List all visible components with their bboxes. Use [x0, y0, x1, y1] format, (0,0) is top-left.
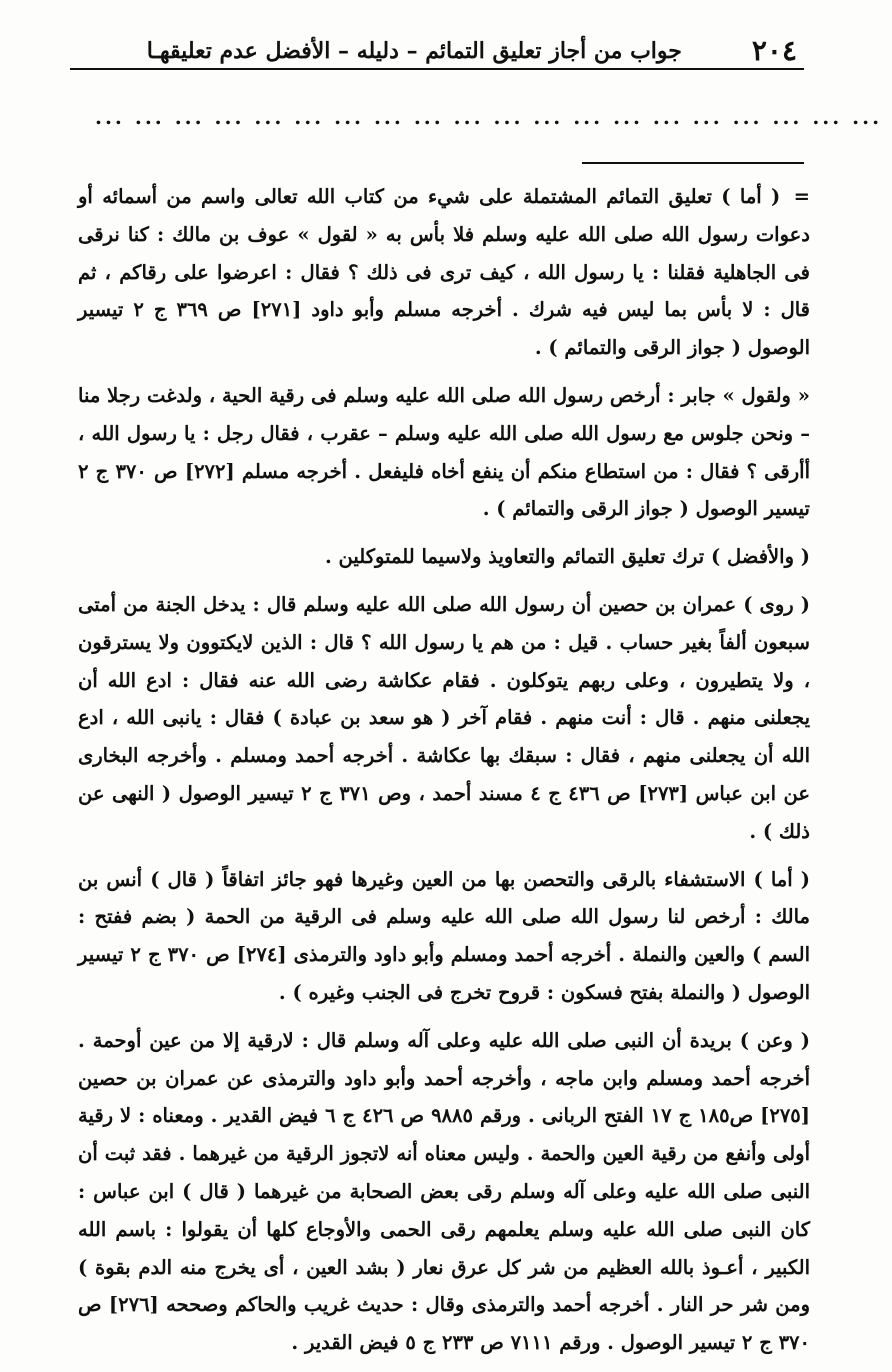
paragraph-text: ( روى ) عمران بن حصين أن رسول الله صلى الله عليه وسلم قال : يدخل الجنة من أمتى سبعون ألفاً بغير حساب . قيل : من هم يا رسول الله ؟ قال : الذين لايكتوون ولا يسترقون ، ولا يتطيرون ، وعلى ربهم يتوكلون . فقام عكاشة رضى الله عنه فقال : ادع الله أن يجعلنى منهم . قال : أنت منهم . فقام آخر ( هو سعد بن عبادة ) فقال : يانبى الله ، ادع الله أن يجعلنى منهم ، فقال : سبقك بها عكاشة . أخرجه أحمد ومسلم . وأخرجه البخارى عن ابن عباس [٢٧٣] ص ٤٣٦ ج ٤ مسند أحمد ، وص ٣٧١ ج ٢ تيسير الوصول ( النهى عن ذلك ) . — [78, 592, 810, 843]
paragraph-text: « ولقول » جابر : أرخص رسول الله صلى الله عليه وسلم فى رقية الحية ، ولدغت رجلا منا – ونحن جلوس مع رسول الله صلى الله عليه وسلم – عقرب ، فقال رجل : يا رسول الله ، أأرقى ؟ فقال : من استطاع منكم أن ينفع أخاه فليفعل . أخرجه مسلم [٢٧٢] ص ٣٧٠ ج ٢ تيسير الوصول ( جواز الرقى والتمائم ) . — [78, 383, 810, 521]
page-number: ٢٠٤ — [751, 34, 797, 67]
paragraph-text: ( أما ) الاستشفاء بالرقى والتحصن بها من العين وغيرها فهو جائز اتفاقاً ( قال ) أنس بن مالك : أرخص لنا رسول الله صلى الله عليه وسلم فى الرقية من الحمة ( بضم ففتح : السم ) والعين والنملة . أخرجه أحمد ومسلم وأبو داود والترمذى [٢٧٤] ص ٣٧٠ ج ٢ تيسير الوصول ( والنملة بفتح فسكون : قروح تخرج فى الجنب وغيره ) . — [78, 867, 810, 1004]
paragraph — [78, 178, 810, 367]
paragraph-text: ( وعن ) بريدة أن النبى صلى الله عليه وعلى آله وسلم قال : لارقية إلا من عين أوحمة . أخرجه أحمد ومسلم وابن ماجه ، وأخرجه أحمد وأبو داود والترمذى عن عمران بن حصين [٢٧٥] ص١٨٥ ج ١٧ الفتح الربانى . ورقم ٩٨٨٥ ص ٤٢٦ ج ٦ فيض القدير . ومعناه : لا رقية أولى وأنفع من رقية العين والحمة . وليس معناه أنه لاتجوز الرقية من غيرهما . فقد ثبت أن النبى صلى الله عليه وعلى آله وسلم رقى بعض الصحابة من غيرهما ( قال ) ابن عباس : كان النبى صلى الله عليه وسلم يعلمهم رقى الحمى والأوجاع كلها أن يقولوا : باسم الله الكبير ، أعـوذ بالله العظيم من شر كل عرق نعار ( بشد العين ، أى يخرج منه الدم بقوة ) ومن شر حر النار . أخرجه أحمد والترمذى وقال : حديث غريب والحاكم وصححه [٢٧٦] ص ٣٧٠ ج ٢ تيسير الوصول . ورقم ٧١١١ ص ٢٣٣ ج ٥ فيض القدير . — [78, 1028, 810, 1355]
continuation-mark: = — [793, 185, 811, 208]
ellipsis-separator: ... ... ... ... ... ... ... ... ... ... ... ... ... ... ... ... ... ... ... ... — [95, 105, 883, 129]
footnote-body — [78, 178, 810, 1372]
paragraph — [78, 1022, 810, 1362]
paragraph — [78, 377, 810, 528]
paragraph — [78, 861, 810, 1012]
paragraph — [78, 538, 810, 576]
footnote-rule — [582, 162, 804, 164]
running-title: جواب من أجاز تعليق التمائم – دليله – الأفضل عدم تعليقهـا — [146, 38, 682, 64]
paragraph-text: ( والأفضل ) ترك تعليق التمائم والتعاويذ ولاسيما للمتوكلين . — [324, 545, 810, 569]
header-rule — [70, 68, 804, 70]
page-header — [70, 28, 797, 68]
paragraph — [78, 586, 810, 851]
paragraph-text: ( أما ) تعليق التمائم المشتملة على شيء من كتاب الله تعالى واسم من أسمائه أو دعوات رسول الله صلى الله عليه وسلم فلا بأس به « لقول » عوف بن مالك : كنا نرقى فى الجاهلية فقلنا : يا رسول الله ، كيف ترى فى ذلك ؟ فقال : اعرضوا على رقاكم ، ثم قال : لا بأس بما ليس فيه شرك . أخرجه مسلم وأبو داود [٢٧١] ص ٣٦٩ ج ٢ تيسير الوصول ( جواز الرقى والتمائم ) . — [78, 185, 811, 360]
